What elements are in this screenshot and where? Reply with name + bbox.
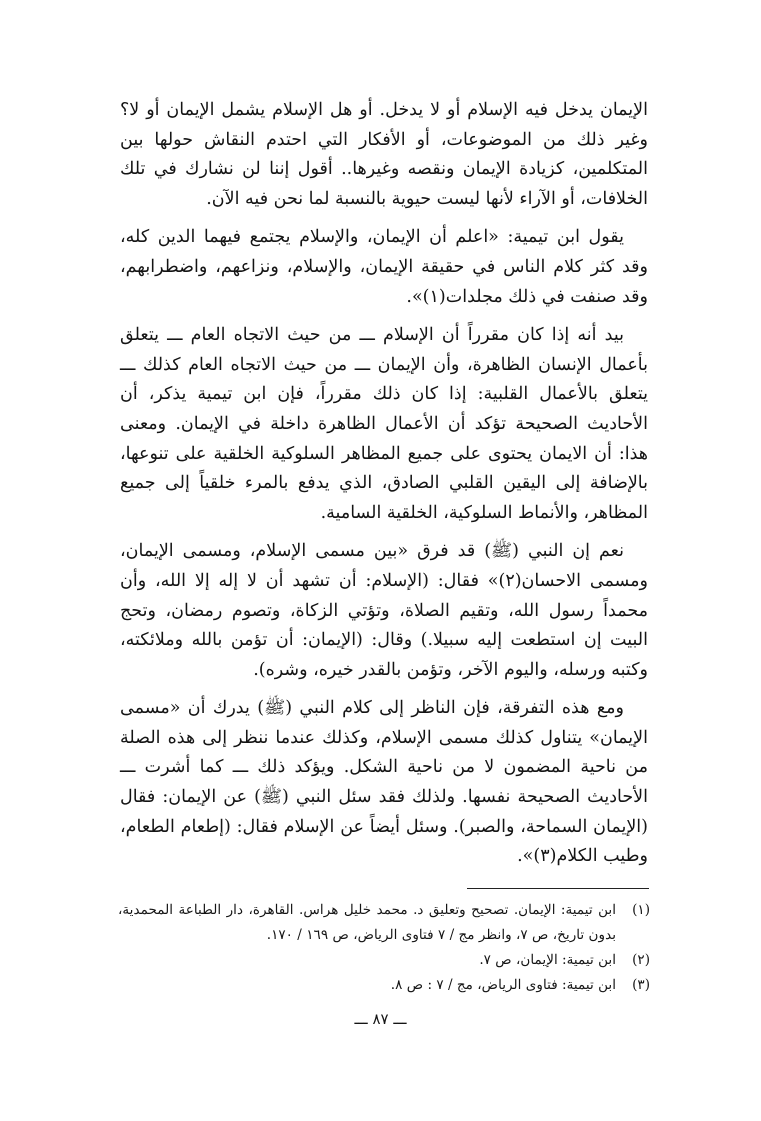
page-number: ـــ ٨٧ ـــ <box>354 1010 407 1028</box>
footnote-number: (٢) <box>632 952 650 968</box>
footnote-text: ابن تيمية: الإيمان، ص ٧. <box>479 952 616 968</box>
footnote-number: (١) <box>632 902 650 918</box>
footnote-divider <box>467 888 649 889</box>
paragraph-4: نعم إن النبي (ﷺ) قد فرق «بين مسمى الإسلام، ومسمى الإيمان، ومسمى الاحسان(٢)» فقال: (الإسلام: أن تشهد أن لا إله إلا الله، وأن محمداً رسول الله، وتقيم الصلاة، وتؤتي الزكاة، وتصوم رمضان، وتحج البيت إن استطعت إليه سبيلا.) وقال: (الإيمان: أن تؤمن بالله وملائكته، وكتبه ورسله، واليوم الآخر، وتؤمن بالقدر خيره، وشره). <box>120 541 648 680</box>
footnote-1 <box>118 898 650 948</box>
paragraph-3: بيد أنه إذا كان مقرراً أن الإسلام ـــ من حيث الاتجاه العام ـــ يتعلق بأعمال الإنسان الظاهرة، وأن الإيمان ـــ من حيث الاتجاه العام كذلك ـــ يتعلق بالأعمال القلبية: إذا كان ذلك مقرراً، فإن ابن تيمية يذكر، أن الأحاديث الصحيحة تؤكد أن الأعمال الظاهرة داخلة في الإيمان. ومعنى هذا: أن الايمان يحتوى على جميع المظاهر السلوكية الخلقية على تنوعها، بالإضافة إلى اليقين القلبي الصادق، الذي يدفع بالمرء خلقياً إلى جميع المظاهر، والأنماط السلوكية، الخلقية السامية. <box>120 325 648 523</box>
main-text <box>120 96 648 881</box>
footnote-text: ابن تيمية: فتاوى الرياض، مج / ٧ : ص ٨. <box>390 977 616 993</box>
paragraph-2: يقول ابن تيمية: «اعلم أن الإيمان، والإسلام يجتمع فيهما الدين كله، وقد كثر كلام الناس في حقيقة الإيمان، والإسلام، ونزاعهم، واضطرابهم، وقد صنفت في ذلك مجلدات(١)». <box>120 227 648 307</box>
footnote-3 <box>118 973 650 998</box>
footnote-number: (٣) <box>632 977 650 993</box>
footnote-text: ابن تيمية: الإيمان. تصحيح وتعليق د. محمد خليل هراس. القاهرة، دار الطباعة المحمدية، بدون تاريخ، ص ٧، وانظر مج / ٧ فتاوى الرياض، ص ١٦٩ / ١٧٠. <box>118 902 616 943</box>
paragraph-5: ومع هذه التفرقة، فإن الناظر إلى كلام النبي (ﷺ) يدرك أن «مسمى الإيمان» يتناول كذلك مسمى الإسلام، وكذلك عندما ننظر إلى هذه الصلة من ناحية المضمون لا من ناحية الشكل. ويؤكد ذلك ـــ كما أشرت ـــ الأحاديث الصحيحة نفسها. ولذلك فقد سئل النبي (ﷺ) عن الإيمان: فقال (الإيمان السماحة، والصبر). وسئل أيضاً عن الإسلام فقال: (إطعام الطعام، وطيب الكلام(٣)». <box>120 698 648 867</box>
footnote-2 <box>118 948 650 973</box>
paragraph-1: الإيمان يدخل فيه الإسلام أو لا يدخل. أو هل الإسلام يشمل الإيمان أو لا؟ وغير ذلك من الموضوعات، أو الأفكار التي احتدم النقاش حولها بين المتكلمين، كزيادة الإيمان ونقصه وغيرها.. أقول إننا لن نشارك في تلك الخلافات، أو الآراء لأنها ليست حيوية بالنسبة لما نحن فيه الآن. <box>120 100 648 209</box>
footnotes <box>118 898 650 998</box>
